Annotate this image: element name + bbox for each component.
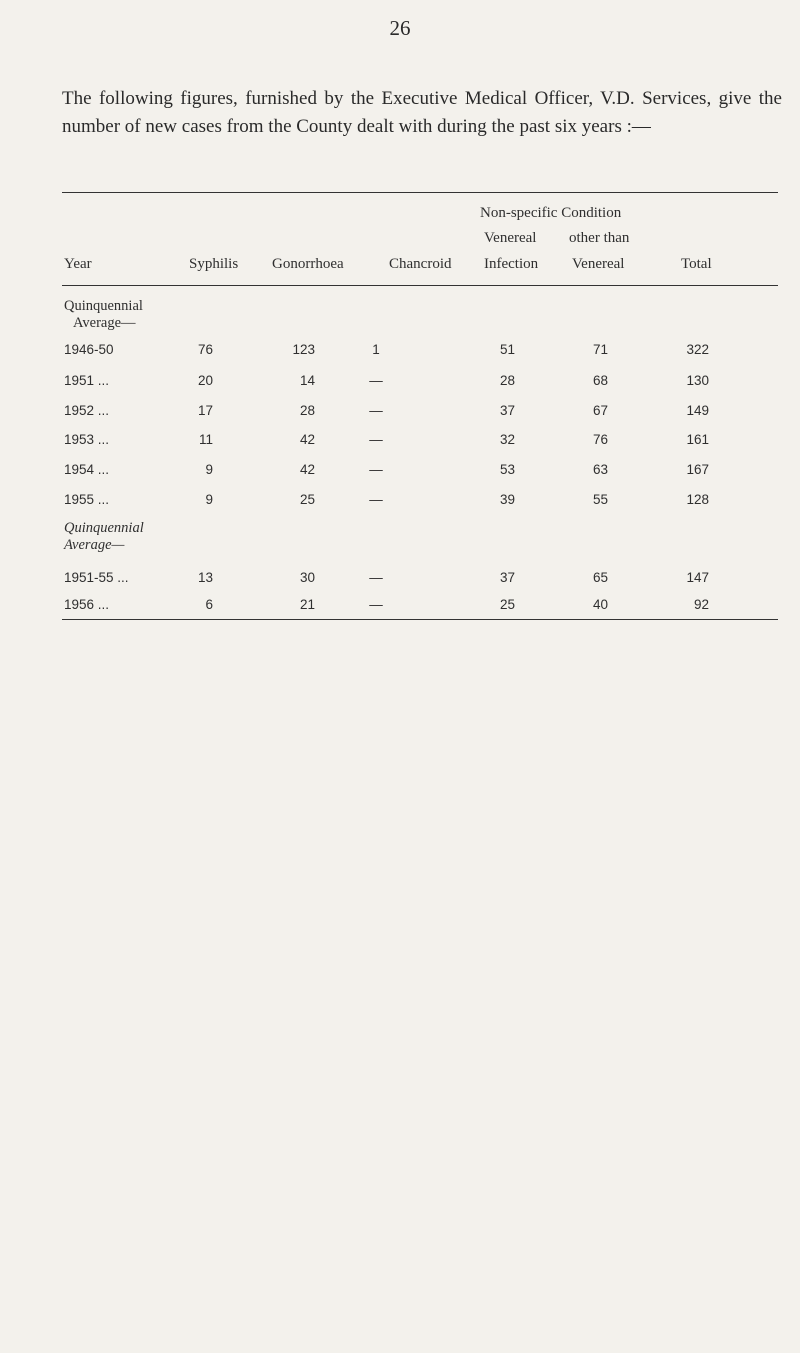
cell-year: 1953 ... — [64, 432, 110, 447]
section-label-line2: Average— — [73, 315, 136, 331]
cell-total: 92 — [693, 597, 709, 612]
header-non-specific-condition: Non-specific Condition — [480, 205, 622, 221]
cell-year: 1955 ... — [64, 492, 110, 507]
cell-gonorrhoea: 25 — [299, 492, 315, 507]
header-infection-line2: Infection — [484, 256, 539, 272]
cell-venereal: 37 — [499, 403, 515, 418]
cell-gonorrhoea: 14 — [299, 373, 315, 388]
section-label-line1: Quinquennial — [64, 298, 143, 314]
cell-syphilis: 9 — [205, 462, 213, 477]
cell-gonorrhoea: 28 — [299, 403, 315, 418]
cell-syphilis: 13 — [197, 570, 213, 585]
header-chancroid: Chancroid — [389, 256, 452, 272]
cell-other: 40 — [592, 597, 608, 612]
page-number: 26 — [389, 16, 411, 40]
cell-gonorrhoea: 123 — [292, 342, 315, 357]
cell-gonorrhoea: 21 — [299, 597, 315, 612]
cell-syphilis: 9 — [205, 492, 213, 507]
cell-total: 167 — [686, 462, 709, 477]
cell-other: 68 — [592, 373, 608, 388]
header-syphilis: Syphilis — [189, 256, 239, 272]
cell-total: 147 — [686, 570, 709, 585]
cell-other: 67 — [592, 403, 608, 418]
table-bottom-rule — [62, 619, 778, 620]
cell-other: 71 — [592, 342, 608, 357]
cell-other: 76 — [592, 432, 608, 447]
cell-year: 1946-50 — [64, 342, 114, 357]
cell-year: 1954 ... — [64, 462, 110, 477]
cell-year: 1952 ... — [64, 403, 110, 418]
cell-total: 322 — [686, 342, 709, 357]
cell-year: 1951-55 ... — [64, 570, 129, 585]
cell-chancroid: — — [369, 597, 383, 612]
table-header-rule — [62, 285, 778, 286]
cell-venereal: 25 — [499, 597, 515, 612]
cell-year: 1951 ... — [64, 373, 110, 388]
cell-syphilis: 6 — [205, 597, 213, 612]
header-year: Year — [64, 256, 92, 272]
cell-chancroid: — — [369, 403, 383, 418]
intro-paragraph: The following figures, furnished by the Executive Medical Officer, V.D. Services, give the number of new cases from the County dealt with during the past six years :— — [62, 88, 782, 137]
cell-venereal: 32 — [499, 432, 515, 447]
cell-venereal: 39 — [499, 492, 515, 507]
cell-other: 55 — [592, 492, 608, 507]
cell-chancroid: 1 — [372, 342, 380, 357]
cell-syphilis: 11 — [198, 432, 213, 447]
cell-chancroid: — — [369, 492, 383, 507]
header-other-than-line1: other than — [569, 230, 630, 246]
cell-chancroid: — — [369, 432, 383, 447]
cell-venereal: 51 — [499, 342, 515, 357]
cell-chancroid: — — [369, 462, 383, 477]
cell-chancroid: — — [369, 570, 383, 585]
cell-total: 149 — [686, 403, 709, 418]
table-top-rule — [62, 192, 778, 193]
cell-syphilis: 20 — [197, 373, 213, 388]
cell-total: 161 — [686, 432, 709, 447]
section-label-line2-italic: Average— — [64, 537, 125, 553]
cell-syphilis: 17 — [197, 403, 213, 418]
cell-other: 63 — [592, 462, 608, 477]
cell-venereal: 37 — [499, 570, 515, 585]
header-gonorrhoea: Gonorrhoea — [272, 256, 344, 272]
cell-year: 1956 ... — [64, 597, 110, 612]
cell-gonorrhoea: 30 — [299, 570, 315, 585]
header-venereal-line1: Venereal — [484, 230, 537, 246]
cell-total: 128 — [686, 492, 709, 507]
cell-gonorrhoea: 42 — [299, 462, 315, 477]
cell-other: 65 — [592, 570, 608, 585]
cell-total: 130 — [686, 373, 709, 388]
cell-syphilis: 76 — [197, 342, 213, 357]
header-venereal-line2: Venereal — [572, 256, 625, 272]
cell-gonorrhoea: 42 — [299, 432, 315, 447]
cell-chancroid: — — [369, 373, 383, 388]
section-label-line1-italic: Quinquennial — [64, 520, 144, 536]
header-total: Total — [681, 256, 712, 272]
cell-venereal: 53 — [499, 462, 515, 477]
cell-venereal: 28 — [499, 373, 515, 388]
